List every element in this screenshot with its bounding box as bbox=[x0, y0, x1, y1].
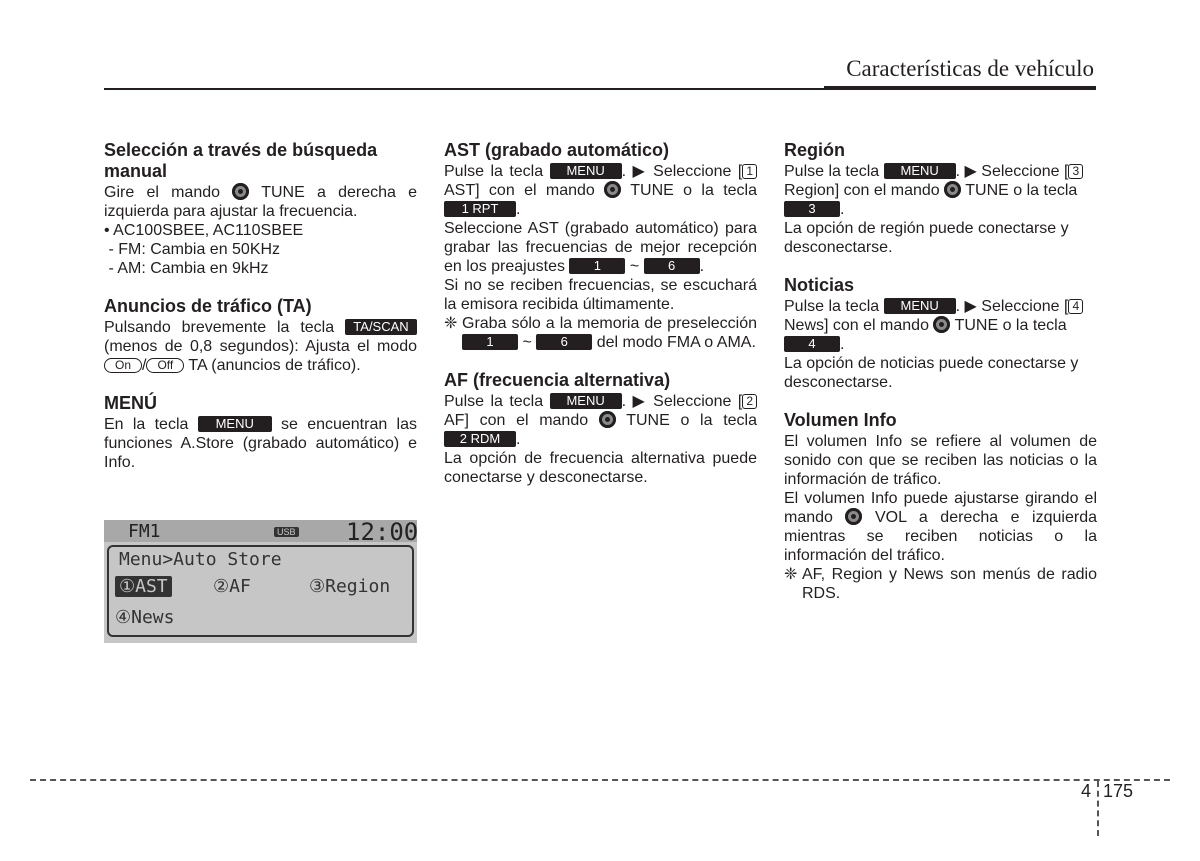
paragraph-ta bbox=[104, 318, 417, 375]
paragraph-volume-info-1: El volumen Info se refiere al volumen de sonido con que se reciben las noticias o la información de tráfico. bbox=[784, 433, 1097, 488]
text: TA (anuncios de tráfico). bbox=[188, 357, 361, 374]
text: ~ bbox=[522, 334, 532, 351]
list-item-am: - AM: Cambia en 9kHz bbox=[104, 260, 269, 277]
off-pill: Off bbox=[146, 358, 184, 373]
text: se encuentran las funciones A.Store (grabado automático) e Info. bbox=[104, 416, 417, 471]
paragraph-volume-info-2 bbox=[784, 489, 1097, 565]
paragraph-ast-none: Si no se reciben frecuencias, se escuchará la emisora recibida últimamente. bbox=[444, 277, 757, 313]
note-text: AF, Region y News son menús de radio RDS. bbox=[802, 566, 1097, 602]
knob-icon bbox=[933, 316, 950, 333]
text: . ▶ Seleccione [ bbox=[621, 393, 743, 410]
text: Pulsando brevemente la tecla bbox=[104, 319, 335, 336]
text: Pulse la tecla bbox=[444, 393, 544, 410]
footer-rule bbox=[30, 779, 1170, 781]
paragraph-tune bbox=[104, 183, 417, 221]
note-mark: ❈ bbox=[784, 566, 798, 583]
display-item-news: ④News bbox=[115, 607, 175, 628]
menu-key: MENU bbox=[884, 298, 956, 314]
knob-icon bbox=[944, 181, 961, 198]
text: del modo FMA o AMA. bbox=[596, 334, 756, 351]
preset-6-key: 6 bbox=[644, 258, 700, 274]
preset-6-key: 6 bbox=[536, 334, 592, 350]
paragraph-af-instructions bbox=[444, 392, 757, 449]
text: . bbox=[840, 336, 845, 353]
text: Region] con el mando bbox=[784, 182, 940, 199]
section-title-volume-info: Volumen Info bbox=[784, 410, 897, 430]
section-title-news: Noticias bbox=[784, 275, 855, 295]
text: . bbox=[516, 431, 521, 448]
rpt-key: 1 RPT bbox=[444, 201, 516, 217]
paragraph-news-desc: La opción de noticias puede conectarse y desconectarse. bbox=[784, 355, 1079, 391]
menu-key: MENU bbox=[550, 163, 622, 179]
number-2-icon: 2 bbox=[742, 394, 757, 409]
text: TUNE o la tecla bbox=[626, 412, 757, 429]
ta-scan-key: TA/SCAN bbox=[345, 319, 417, 335]
text: ~ bbox=[629, 258, 640, 275]
footer-divider bbox=[1097, 781, 1099, 836]
usb-icon: USB bbox=[274, 527, 299, 537]
text: AST] con el mando bbox=[444, 182, 595, 199]
list-item-fm: - FM: Cambia en 50KHz bbox=[104, 241, 281, 258]
text: News] con el mando bbox=[784, 317, 929, 334]
preset-4-key: 4 bbox=[784, 336, 840, 352]
text: TUNE a derecha e izquierda para ajustar la frecuencia. bbox=[104, 184, 417, 220]
text: El volumen Info puede ajustarse girando el mando bbox=[784, 490, 1097, 526]
column-1 bbox=[104, 140, 417, 472]
column-3 bbox=[784, 140, 1097, 603]
menu-key: MENU bbox=[198, 416, 272, 432]
menu-key: MENU bbox=[884, 163, 956, 179]
text: Pulse la tecla bbox=[784, 163, 880, 180]
preset-3-key: 3 bbox=[784, 201, 840, 217]
text: TUNE o la tecla bbox=[630, 182, 757, 199]
menu-key: MENU bbox=[550, 393, 622, 409]
section-title-menu: MENÚ bbox=[104, 393, 157, 413]
display-status-bar bbox=[104, 518, 419, 546]
note-text bbox=[462, 314, 757, 352]
page-number: 175 bbox=[1103, 781, 1134, 801]
display-screen bbox=[107, 545, 414, 637]
text: VOL a derecha e izquierda mientras se reciben noticias o la información del tráfico. bbox=[784, 509, 1097, 564]
number-1-icon: 1 bbox=[742, 164, 757, 179]
section-number: 4 bbox=[1081, 781, 1092, 801]
page-header-title: Características de vehículo bbox=[846, 56, 1094, 81]
note-rds bbox=[784, 565, 1097, 603]
paragraph-ast-instructions bbox=[444, 162, 757, 219]
section-title-region: Región bbox=[784, 140, 845, 160]
display-item-af: ②AF bbox=[213, 576, 251, 597]
text: Gire el mando bbox=[104, 184, 221, 201]
knob-icon bbox=[232, 183, 249, 200]
on-pill: On bbox=[104, 358, 142, 373]
text: En la tecla bbox=[104, 416, 189, 433]
preset-1-key: 1 bbox=[569, 258, 625, 274]
radio-display-illustration bbox=[104, 520, 417, 643]
paragraph-menu bbox=[104, 415, 417, 472]
text: TUNE o la tecla bbox=[954, 317, 1067, 334]
text: . ▶ Seleccione [ bbox=[621, 163, 743, 180]
text: Graba sólo a la memoria de preselección bbox=[462, 315, 757, 332]
text: (menos de 0,8 segundos): Ajusta el modo bbox=[104, 338, 417, 355]
text: Pulse la tecla bbox=[444, 163, 544, 180]
section-title-ast: AST (grabado automático) bbox=[444, 140, 670, 160]
display-item-region: ③Region bbox=[309, 576, 391, 597]
text: Seleccione AST (grabado automático) para grabar las frecuencias de mejor recepción en los preajustes bbox=[444, 220, 757, 275]
number-3-icon: 3 bbox=[1068, 164, 1083, 179]
text: AF] con el mando bbox=[444, 412, 589, 429]
column-2 bbox=[444, 140, 757, 487]
slash: / bbox=[142, 357, 147, 374]
paragraph-af-desc: La opción de frecuencia alternativa puede conectarse y desconectarse. bbox=[444, 450, 757, 486]
section-title-manual-search: Selección a través de búsqueda manual bbox=[104, 140, 378, 181]
text: TUNE o la tecla bbox=[965, 182, 1078, 199]
preset-1-key: 1 bbox=[462, 334, 518, 350]
knob-icon bbox=[604, 181, 621, 198]
display-item-ast: ①AST bbox=[115, 576, 172, 597]
paragraph-ast-presets bbox=[444, 219, 757, 276]
display-band: FM1 bbox=[128, 521, 161, 542]
display-time: 12:00 bbox=[346, 518, 419, 546]
paragraph-region-instructions bbox=[784, 162, 1097, 219]
rdm-key: 2 RDM bbox=[444, 431, 516, 447]
text: Pulse la tecla bbox=[784, 298, 880, 315]
knob-icon bbox=[599, 411, 616, 428]
header-rule-accent bbox=[824, 86, 1096, 90]
paragraph-region-desc: La opción de región puede conectarse y desconectarse. bbox=[784, 220, 1069, 256]
display-menu-path: Menu>Auto Store bbox=[119, 549, 282, 570]
text: . ▶ Seleccione [ bbox=[955, 298, 1069, 315]
note-ast bbox=[444, 314, 757, 352]
section-title-ta: Anuncios de tráfico (TA) bbox=[104, 296, 312, 316]
knob-icon bbox=[845, 508, 862, 525]
list-item-models: • AC100SBEE, AC110SBEE bbox=[104, 222, 304, 239]
number-4-icon: 4 bbox=[1068, 299, 1083, 314]
note-mark: ❈ bbox=[444, 315, 458, 332]
text: . ▶ Seleccione [ bbox=[955, 163, 1069, 180]
section-title-af: AF (frecuencia alternativa) bbox=[444, 370, 671, 390]
text: . bbox=[699, 258, 705, 275]
text: . bbox=[516, 201, 521, 218]
paragraph-news-instructions bbox=[784, 297, 1097, 354]
text: . bbox=[840, 201, 845, 218]
